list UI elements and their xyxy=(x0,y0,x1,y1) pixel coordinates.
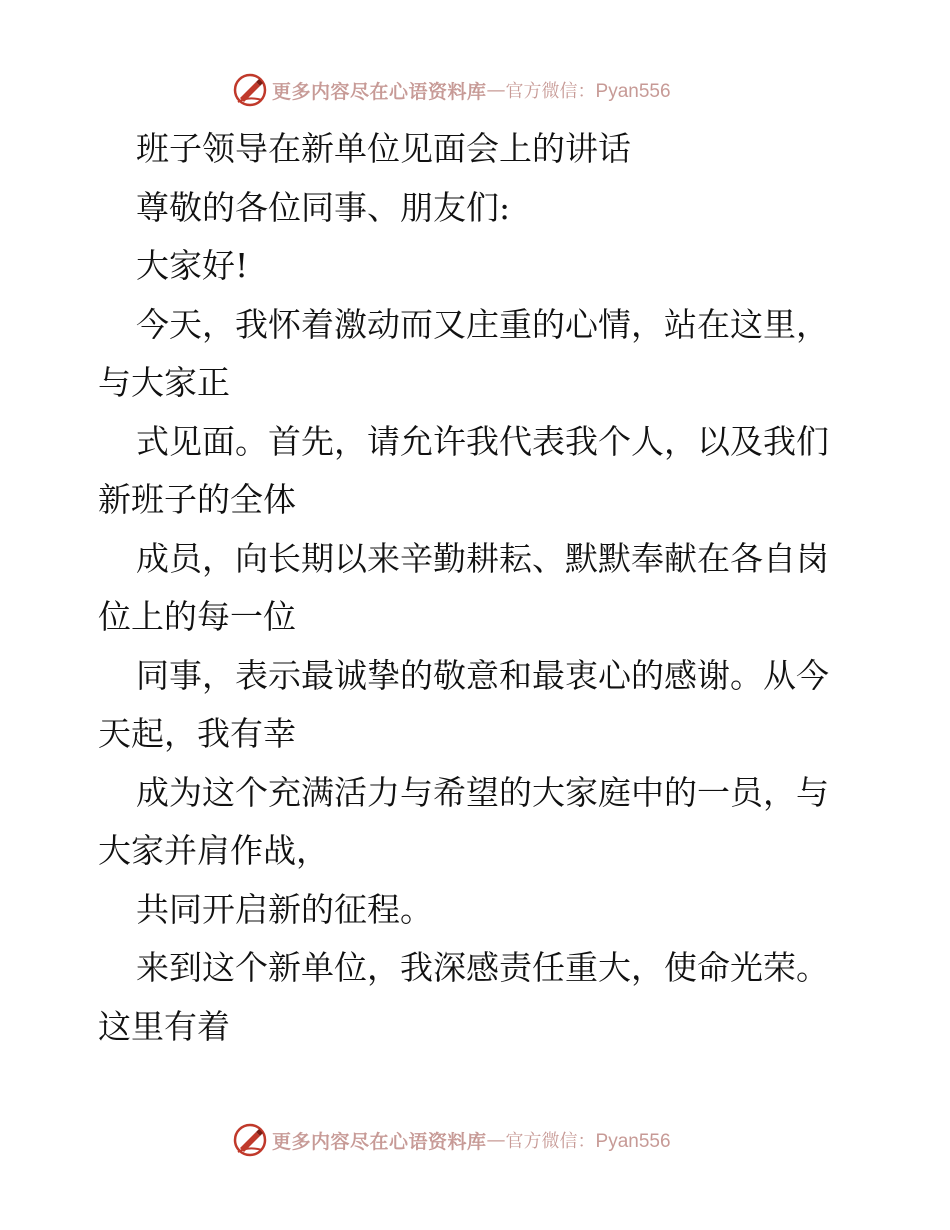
banner-separator: — xyxy=(486,1129,506,1151)
pen-logo-icon xyxy=(232,1122,268,1158)
pen-logo-icon xyxy=(232,72,268,108)
text-line: 天起，我有幸 xyxy=(98,714,296,753)
wechat-id: Pyan556 xyxy=(595,1131,671,1152)
text-line: 成为这个充满活力与希望的大家庭中的一员，与 xyxy=(136,772,829,812)
text-line: 共同开启新的征程。 xyxy=(136,889,433,929)
text-line: 大家并肩作战， xyxy=(98,831,329,870)
footer-banner xyxy=(232,1121,671,1159)
text-line: 式见面。首先，请允许我代表我个人，以及我们 xyxy=(136,421,829,461)
text-line: 同事，表示最诚挚的敬意和最衷心的感谢。从今 xyxy=(136,655,829,695)
banner-text: 更多内容尽在心语资料库 xyxy=(272,80,487,103)
wechat-info xyxy=(506,1127,671,1153)
wechat-label: 官方微信： xyxy=(505,1131,596,1152)
text-line: 位上的每一位 xyxy=(98,597,296,636)
banner-separator: — xyxy=(486,79,506,101)
header-banner xyxy=(232,71,671,109)
text-line: 成员，向长期以来辛勤耕耘、默默奉献在各自岗 xyxy=(136,538,829,578)
document-title: 班子领导在新单位见面会上的讲话 xyxy=(136,129,631,168)
text-line: 这里有着 xyxy=(98,1006,230,1046)
text-line: 新班子的全体 xyxy=(98,480,296,519)
wechat-label: 官方微信： xyxy=(505,81,596,102)
salutation-line: 尊敬的各位同事、朋友们: xyxy=(136,187,511,227)
wechat-id: Pyan556 xyxy=(595,81,671,102)
text-line: 今天，我怀着激动而又庄重的心情，站在这里， xyxy=(136,304,829,344)
greeting-line: 大家好! xyxy=(136,246,249,285)
text-line: 与大家正 xyxy=(98,363,230,402)
banner-text: 更多内容尽在心语资料库 xyxy=(272,1130,487,1153)
text-line: 来到这个新单位，我深感责任重大，使命光荣。 xyxy=(136,948,829,987)
wechat-info xyxy=(506,77,671,103)
document-body xyxy=(98,120,858,1056)
